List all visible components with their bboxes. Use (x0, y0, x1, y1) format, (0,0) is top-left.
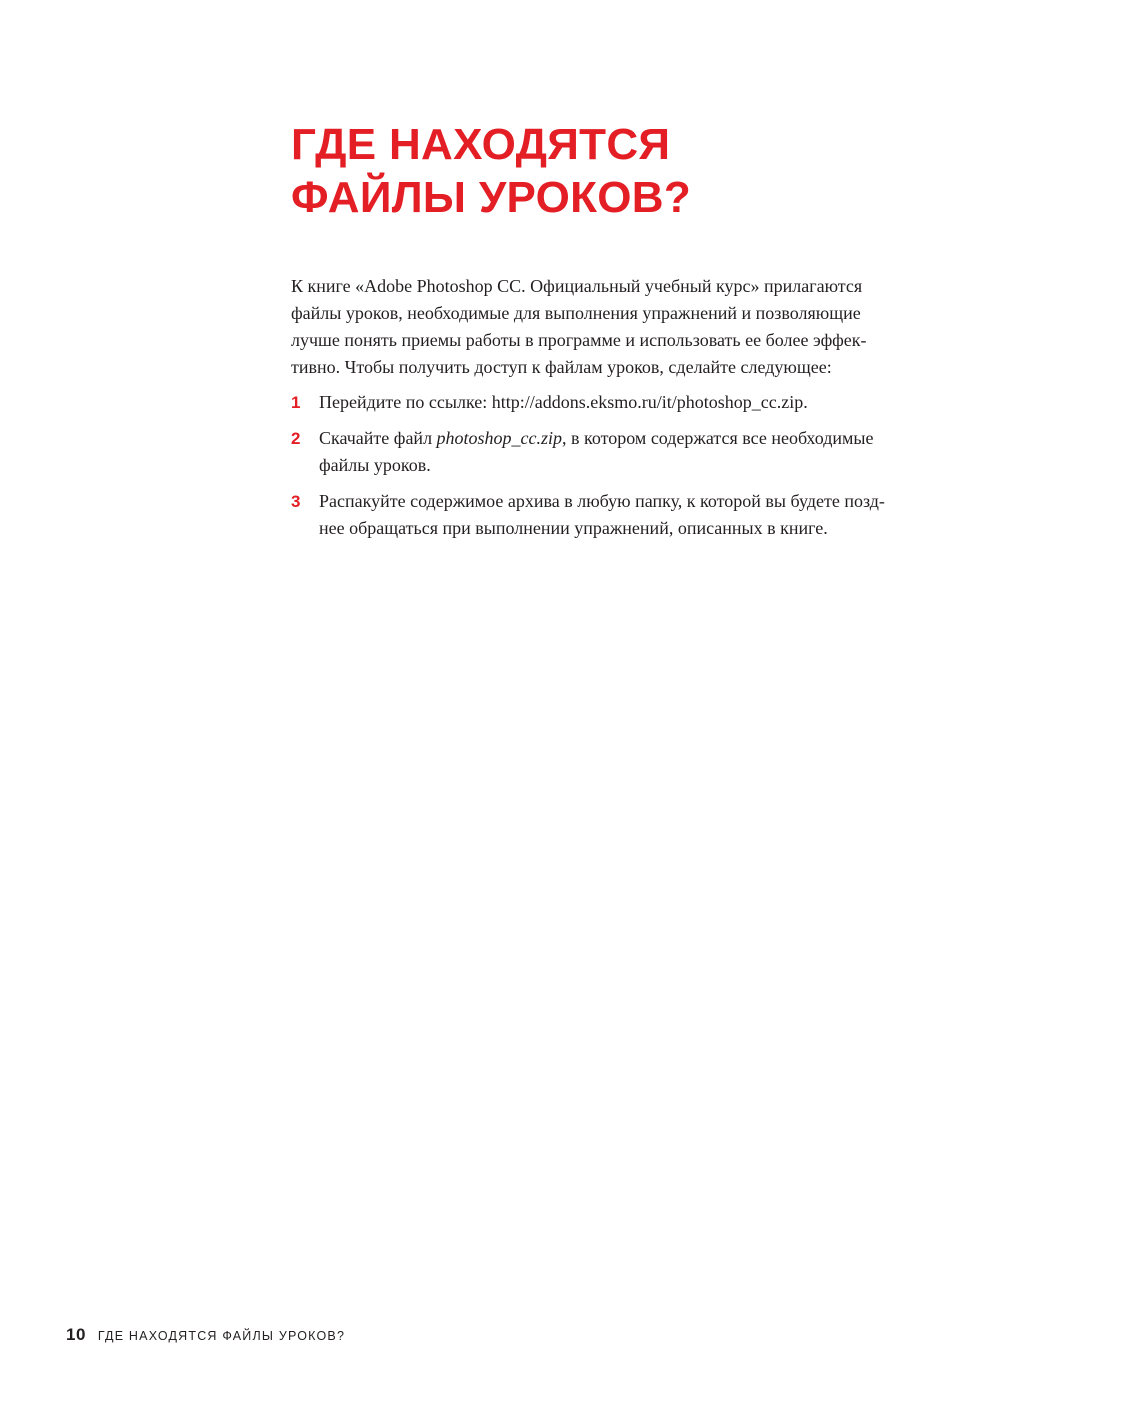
main-content (291, 273, 971, 551)
page-footer (66, 1325, 345, 1345)
step-text (319, 389, 971, 416)
page-heading (291, 118, 991, 224)
page-heading-line-2: ФАЙЛЫ УРОКОВ? (291, 173, 692, 222)
step-text-segment: Скачайте файл (319, 428, 437, 448)
step-item-1 (291, 389, 971, 416)
intro-line: файлы уроков, необходимые для выполнения упражнений и позволяющие (291, 303, 861, 323)
intro-paragraph (291, 273, 971, 381)
file-name: photoshop_cc.zip (436, 428, 563, 448)
step-number: 2 (291, 429, 301, 448)
step-item-2 (291, 425, 971, 479)
step-number: 3 (291, 492, 301, 511)
step-line: файлы уроков. (319, 455, 431, 475)
step-text (319, 488, 971, 542)
step-item-3 (291, 488, 971, 542)
page-heading-line-1: ГДЕ НАХОДЯТСЯ (291, 120, 671, 169)
step-line: Перейдите по ссылке: http://addons.eksmo.ru/it/photoshop_cc.zip. (319, 392, 808, 412)
intro-line: К книге «Adobe Photoshop CC. Официальный учебный курс» прилагаются (291, 276, 863, 296)
step-text-segment: , в котором содержатся все необходимые (562, 428, 874, 448)
step-text (319, 425, 971, 479)
intro-line: тивно. Чтобы получить доступ к файлам уроков, сделайте следующее: (291, 357, 832, 377)
intro-line: лучше понять приемы работы в программе и использовать ее более эффек- (291, 330, 867, 350)
step-number: 1 (291, 393, 301, 412)
step-line (319, 425, 971, 452)
steps-list (291, 389, 971, 542)
running-title: ГДЕ НАХОДЯТСЯ ФАЙЛЫ УРОКОВ? (97, 1329, 346, 1343)
page-number: 10 (66, 1325, 86, 1344)
step-line: Распакуйте содержимое архива в любую папку, к которой вы будете позд- (319, 491, 885, 511)
step-line: нее обращаться при выполнении упражнений, описанных в книге. (319, 518, 828, 538)
